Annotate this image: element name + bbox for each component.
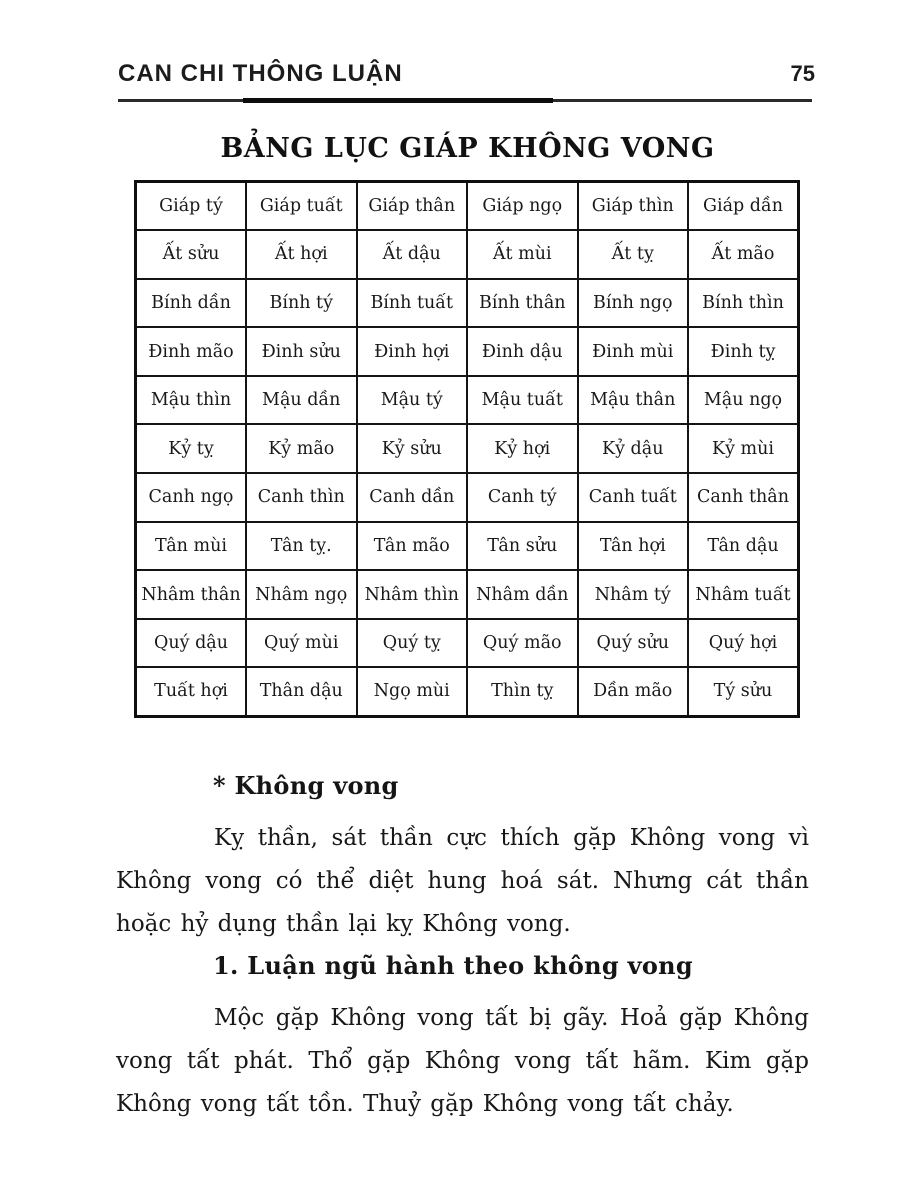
table-cell: Dần mão	[578, 667, 689, 716]
table-row	[136, 376, 799, 425]
table-cell: Ngọ mùi	[357, 667, 468, 716]
paragraph-khong-vong: Kỵ thần, sát thần cực thích gặp Không vong vì Không vong có thể diệt hung hoá sát. Nhưng cát thần hoặc hỷ dụng thần lại kỵ Không vong.	[116, 825, 809, 937]
table-cell: Bính tý	[246, 279, 357, 328]
table-cell: Kỷ hợi	[467, 424, 578, 473]
book-title: CAN CHI THÔNG LUẬN	[118, 60, 403, 87]
table-cell: Bính ngọ	[578, 279, 689, 328]
table-cell: Thân dậu	[246, 667, 357, 716]
table-cell: Bính thìn	[688, 279, 799, 328]
table-row	[136, 230, 799, 279]
table-cell: Thìn tỵ	[467, 667, 578, 716]
table-row	[136, 279, 799, 328]
table-cell: Quý sửu	[578, 619, 689, 668]
section-heading-khong-vong: * Không vong	[213, 771, 399, 800]
table-cell: Nhâm thìn	[357, 570, 468, 619]
table-cell: Đinh mùi	[578, 327, 689, 376]
luc-giap-table-body	[136, 182, 799, 717]
table-row	[136, 619, 799, 668]
table-cell: Mậu tuất	[467, 376, 578, 425]
table-title: BẢNG LỤC GIÁP KHÔNG VONG	[220, 133, 715, 164]
table-cell: Giáp tuất	[246, 182, 357, 231]
table-cell: Đinh tỵ	[688, 327, 799, 376]
table-cell: Đinh hợi	[357, 327, 468, 376]
table-cell: Ất mão	[688, 230, 799, 279]
table-cell: Đinh mão	[136, 327, 247, 376]
table-cell: Tân mão	[357, 522, 468, 571]
section-heading-luan-ngu-hanh: 1. Luận ngũ hành theo không vong	[213, 951, 694, 980]
table-cell: Mậu dần	[246, 376, 357, 425]
table-cell: Kỷ tỵ	[136, 424, 247, 473]
table-cell: Nhâm thân	[136, 570, 247, 619]
table-cell: Ất hợi	[246, 230, 357, 279]
table-cell: Ất dậu	[357, 230, 468, 279]
table-cell: Canh thìn	[246, 473, 357, 522]
table-cell: Ất tỵ	[578, 230, 689, 279]
table-cell: Nhâm dần	[467, 570, 578, 619]
table-cell: Đinh sửu	[246, 327, 357, 376]
header-rule	[118, 99, 812, 102]
page-number: 75	[790, 61, 815, 86]
table-cell: Kỷ mùi	[688, 424, 799, 473]
table-cell: Ất sửu	[136, 230, 247, 279]
table-cell: Tân mùi	[136, 522, 247, 571]
table-cell: Tân hợi	[578, 522, 689, 571]
table-row	[136, 327, 799, 376]
table-cell: Canh tý	[467, 473, 578, 522]
table-cell: Mậu thìn	[136, 376, 247, 425]
table-cell: Bính dần	[136, 279, 247, 328]
table-cell: Mậu ngọ	[688, 376, 799, 425]
table-cell: Bính tuất	[357, 279, 468, 328]
table-cell: Giáp dần	[688, 182, 799, 231]
table-cell: Quý hợi	[688, 619, 799, 668]
table-cell: Mậu thân	[578, 376, 689, 425]
table-row	[136, 522, 799, 571]
table-cell: Quý mùi	[246, 619, 357, 668]
table-cell: Canh tuất	[578, 473, 689, 522]
table-cell: Tý sửu	[688, 667, 799, 716]
table-cell: Đinh dậu	[467, 327, 578, 376]
table-cell: Tân dậu	[688, 522, 799, 571]
table-cell: Nhâm tuất	[688, 570, 799, 619]
table-row	[136, 473, 799, 522]
table-row	[136, 570, 799, 619]
table-cell: Nhâm tý	[578, 570, 689, 619]
table-cell: Tân sửu	[467, 522, 578, 571]
table-row	[136, 182, 799, 231]
table-cell: Quý dậu	[136, 619, 247, 668]
table-cell: Kỷ dậu	[578, 424, 689, 473]
table-cell: Quý tỵ	[357, 619, 468, 668]
table-cell: Bính thân	[467, 279, 578, 328]
header-rule-thick-segment	[243, 98, 553, 103]
table-row	[136, 424, 799, 473]
table-cell: Giáp ngọ	[467, 182, 578, 231]
table-cell: Canh thân	[688, 473, 799, 522]
table-cell: Ất mùi	[467, 230, 578, 279]
table-cell: Canh dần	[357, 473, 468, 522]
running-header	[118, 60, 815, 88]
table-cell: Mậu tý	[357, 376, 468, 425]
table-cell: Giáp thân	[357, 182, 468, 231]
table-cell: Tuất hợi	[136, 667, 247, 716]
table-cell: Giáp thìn	[578, 182, 689, 231]
table-row	[136, 667, 799, 716]
table-cell: Kỷ mão	[246, 424, 357, 473]
table-cell: Quý mão	[467, 619, 578, 668]
luc-giap-khong-vong-table	[134, 180, 800, 718]
table-cell: Tân tỵ.	[246, 522, 357, 571]
table-cell: Kỷ sửu	[357, 424, 468, 473]
table-cell: Giáp tý	[136, 182, 247, 231]
table-cell: Nhâm ngọ	[246, 570, 357, 619]
paragraph-luan-ngu-hanh: Mộc gặp Không vong tất bị gãy. Hoả gặp Không vong tất phát. Thổ gặp Không vong tất hãm. Kim gặp Không vong tất tồn. Thuỷ gặp Không vong tất chảy.	[116, 1005, 809, 1117]
table-cell: Canh ngọ	[136, 473, 247, 522]
